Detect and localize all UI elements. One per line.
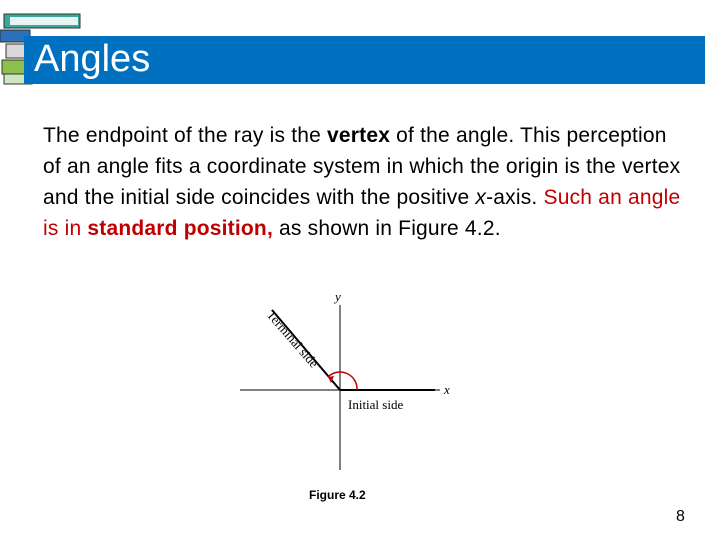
y-axis-label: y bbox=[335, 289, 341, 304]
term-vertex: vertex bbox=[327, 124, 391, 147]
page-number: 8 bbox=[676, 508, 685, 525]
term-standard-position: standard position, bbox=[87, 217, 273, 240]
sentence-1-text: The endpoint of the ray is the bbox=[43, 124, 328, 147]
sentence-3-end: as shown in Figure 4.2. bbox=[273, 217, 501, 240]
sentence-1-end: of the angle. bbox=[390, 124, 515, 147]
x-variable: x bbox=[475, 186, 487, 209]
x-axis-label: x bbox=[444, 382, 450, 397]
sentence-2-end: -axis. bbox=[486, 186, 538, 209]
sentence-3-text: Such an angle is in bbox=[43, 186, 681, 240]
slide-title: Angles bbox=[34, 38, 151, 80]
terminal-side-label: Terminal side bbox=[263, 307, 322, 371]
sentence-2-text: This perception of an angle fits a coordinate system in which the origin is the vertex and the initial side coincides with the positive bbox=[43, 124, 681, 209]
body-paragraph bbox=[43, 120, 683, 244]
standard-position-figure bbox=[230, 285, 470, 485]
initial-side-label: Initial side bbox=[348, 397, 404, 412]
figure-caption: Figure 4.2 bbox=[309, 488, 366, 502]
